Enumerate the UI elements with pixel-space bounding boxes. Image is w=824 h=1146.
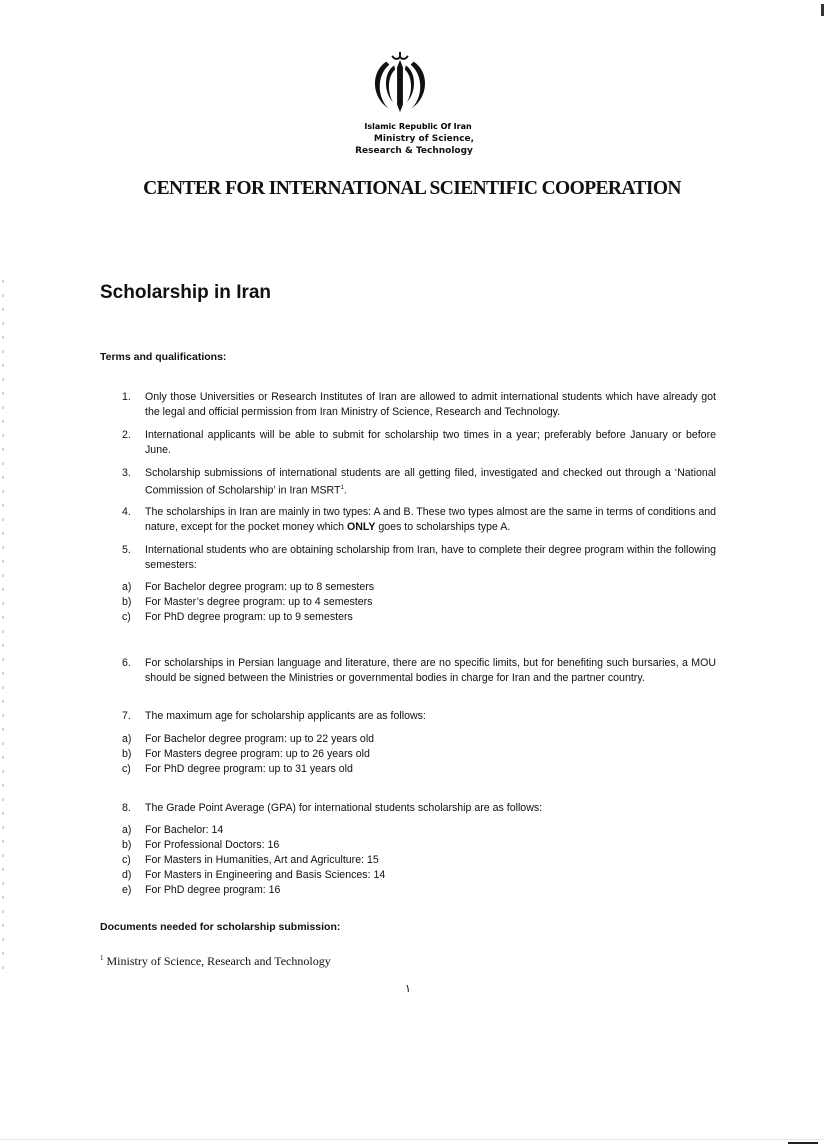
gpa-item — [122, 868, 385, 883]
item-text: For scholarships in Persian language and literature, there are no specific limits, but for benefiting such bursaries, a MOU should be signed between the Ministries or governmental bodies in charge for Iran and the partner country. — [145, 657, 716, 684]
sub-letter: b) — [122, 748, 132, 760]
item-number: 8. — [122, 802, 131, 814]
item-number: 6. — [122, 657, 131, 669]
age-item — [122, 747, 370, 762]
ministry-line-2: Research & Technology — [355, 146, 473, 156]
list-item — [122, 505, 716, 535]
item-text: Only those Universities or Research Institutes of Iran are allowed to admit international students which have already got the legal and official permission from Iran Ministry of Science, Research and Technology. — [145, 391, 716, 418]
item-text — [145, 466, 716, 499]
sub-text: For Master’s degree program: up to 4 semesters — [145, 596, 373, 608]
sub-letter: b) — [122, 839, 132, 851]
semester-item — [122, 580, 374, 595]
item-number: 2. — [122, 429, 131, 441]
item-number: 5. — [122, 544, 131, 556]
sub-letter: b) — [122, 596, 132, 608]
item-text: International students who are obtaining scholarship from Iran, have to complete their degree program within the following semesters: — [145, 544, 716, 571]
item-number: 4. — [122, 506, 131, 518]
item-text: International applicants will be able to submit for scholarship two times in a year; preferably before January or before June. — [145, 429, 716, 456]
footnote-reference: 1 — [340, 485, 344, 491]
ministry-line-1: Ministry of Science, — [373, 134, 475, 144]
scan-artifact-bottom-line — [0, 1139, 824, 1140]
sub-letter: e) — [122, 884, 132, 896]
list-item — [122, 390, 716, 420]
item-number: 3. — [122, 467, 131, 479]
sub-text: For Bachelor degree program: up to 22 years old — [145, 733, 375, 745]
sub-text: For PhD degree program: up to 9 semesters — [145, 611, 353, 623]
center-title: CENTER FOR INTERNATIONAL SCIENTIFIC COOPERATION — [143, 178, 681, 199]
sub-text: For Masters in Humanities, Art and Agriculture: 15 — [145, 854, 379, 866]
scan-artifact-left-edge — [2, 280, 4, 980]
documents-heading: Documents needed for scholarship submission: — [100, 921, 341, 933]
footnote-text: Ministry of Science, Research and Technology — [106, 954, 331, 968]
scan-artifact-bottom-right — [788, 1142, 818, 1144]
sub-letter: a) — [122, 733, 132, 745]
gpa-item — [122, 838, 279, 853]
sub-text: For Professional Doctors: 16 — [145, 839, 280, 851]
page-number: ١ — [405, 982, 411, 995]
list-item — [122, 801, 716, 816]
sub-letter: a) — [122, 581, 132, 593]
gpa-item — [122, 883, 280, 898]
item-text: The maximum age for scholarship applicants are as follows: — [145, 710, 426, 722]
sub-text: For Bachelor: 14 — [145, 824, 224, 836]
list-item — [122, 656, 716, 686]
sub-text: For PhD degree program: up to 31 years old — [145, 763, 353, 775]
gpa-item — [122, 823, 223, 838]
list-item — [122, 709, 716, 724]
semester-item — [122, 610, 353, 625]
list-item — [122, 428, 716, 458]
sub-text: For Masters in Engineering and Basis Sciences: 14 — [145, 869, 386, 881]
emphasis-only: ONLY — [346, 521, 376, 533]
item-text-part: . — [343, 484, 347, 497]
sub-text: For Masters degree program: up to 26 years old — [145, 748, 370, 760]
sub-text: For PhD degree program: 16 — [145, 884, 281, 896]
sub-letter: d) — [122, 869, 132, 881]
document-title: Scholarship in Iran — [100, 282, 272, 303]
terms-heading: Terms and qualifications: — [100, 351, 227, 363]
gpa-item — [122, 853, 379, 868]
item-text-part: The scholarships in Iran are mainly in two types: A and B. These two types almost are the same in terms of conditions and nature, except for the pocket money which — [145, 506, 716, 533]
semester-item — [122, 595, 372, 610]
item-number: 7. — [122, 710, 131, 722]
list-item — [122, 543, 716, 573]
age-item — [122, 732, 374, 747]
sub-letter: c) — [122, 763, 131, 775]
sub-letter: a) — [122, 824, 132, 836]
iran-emblem-icon — [364, 50, 436, 120]
sub-letter: c) — [122, 611, 131, 623]
item-number: 1. — [122, 391, 131, 403]
item-text: The Grade Point Average (GPA) for international students scholarship are as follows: — [145, 802, 543, 814]
item-text-part: Scholarship submissions of international students are all getting filed, investigated and checked out through a ‘National Commission of Scholarship’ in Iran MSRT — [145, 467, 716, 497]
item-text-part: goes to scholarships type A. — [375, 521, 511, 533]
item-text — [145, 505, 716, 535]
footnote — [100, 954, 331, 969]
list-item — [122, 466, 716, 499]
age-item — [122, 762, 353, 777]
footnote-mark: 1 — [100, 954, 104, 962]
sub-text: For Bachelor degree program: up to 8 semesters — [145, 581, 375, 593]
sub-letter: c) — [122, 854, 131, 866]
country-line: Islamic Republic Of Iran — [364, 122, 472, 131]
